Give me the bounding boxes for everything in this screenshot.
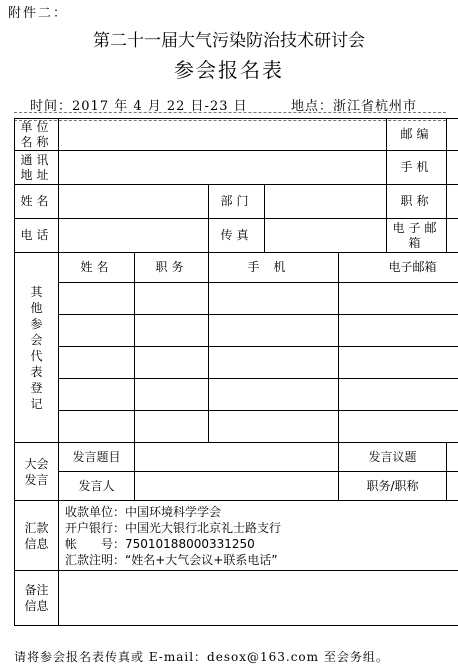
speech-topic-field[interactable] bbox=[135, 443, 339, 472]
remittance-note: 汇款注明：“姓名+大气会议+联系电话” bbox=[65, 552, 278, 567]
footer-note: 请将参会报名表传真或 E-mail：desox@163.com 至会务组。 bbox=[14, 650, 389, 664]
delegates-col-name: 姓名 bbox=[59, 253, 135, 283]
delegate-cell[interactable] bbox=[209, 347, 339, 379]
remittance-account: 帐 号：75010188000331250 bbox=[65, 536, 255, 551]
speech-session-label: 发言议题 bbox=[339, 443, 447, 472]
delegate-cell[interactable] bbox=[59, 347, 135, 379]
delegate-cell[interactable] bbox=[135, 315, 209, 347]
postcode-field[interactable] bbox=[447, 119, 458, 151]
delegate-cell[interactable] bbox=[135, 379, 209, 411]
department-field[interactable] bbox=[265, 185, 387, 219]
delegate-cell[interactable] bbox=[135, 283, 209, 315]
remittance-payee: 收款单位：中国环境科学学会 bbox=[65, 504, 222, 519]
divider-line bbox=[14, 112, 446, 113]
phone-field[interactable] bbox=[59, 219, 209, 253]
delegate-cell[interactable] bbox=[209, 411, 339, 443]
remarks-field[interactable] bbox=[59, 571, 458, 626]
address-label: 通讯地址 bbox=[15, 151, 59, 185]
mobile-field[interactable] bbox=[447, 151, 458, 185]
delegate-cell[interactable] bbox=[339, 283, 458, 315]
delegate-cell[interactable] bbox=[135, 411, 209, 443]
address-field[interactable] bbox=[59, 151, 387, 185]
meeting-place: 地点：浙江省杭州市 bbox=[291, 99, 418, 114]
conference-title: 第二十一届大气污染防治技术研讨会 bbox=[93, 31, 365, 51]
delegate-cell[interactable] bbox=[209, 379, 339, 411]
fax-field[interactable] bbox=[265, 219, 387, 253]
delegate-cell[interactable] bbox=[209, 315, 339, 347]
delegates-col-mobile: 手机 bbox=[209, 253, 339, 283]
speech-label: 大会发言 bbox=[15, 443, 59, 501]
delegate-cell[interactable] bbox=[59, 411, 135, 443]
delegate-cell[interactable] bbox=[209, 283, 339, 315]
email-field[interactable] bbox=[447, 219, 458, 253]
meeting-time: 时间：2017 年 4 月 22 日-23 日 bbox=[30, 99, 248, 114]
email-label: 电子邮箱 bbox=[387, 219, 447, 253]
delegates-col-position: 职务 bbox=[135, 253, 209, 283]
remittance-bank: 开户银行：中国光大银行北京礼士路支行 bbox=[65, 520, 282, 535]
attachment-label: 附件二： bbox=[8, 6, 69, 21]
speech-topic-label: 发言题目 bbox=[59, 443, 135, 472]
remittance-info bbox=[59, 501, 458, 571]
speaker-position-label: 职务/职称 bbox=[339, 472, 447, 501]
delegate-cell[interactable] bbox=[59, 379, 135, 411]
speaker-position-field[interactable] bbox=[447, 472, 458, 501]
delegate-cell[interactable] bbox=[339, 315, 458, 347]
delegate-row bbox=[15, 347, 458, 379]
delegates-label: 其他参会代表登记 bbox=[15, 253, 59, 443]
delegate-row bbox=[15, 315, 458, 347]
remarks-label: 备注信息 bbox=[15, 571, 59, 626]
delegate-row bbox=[15, 283, 458, 315]
delegate-cell[interactable] bbox=[339, 379, 458, 411]
department-label: 部门 bbox=[209, 185, 265, 219]
delegate-cell[interactable] bbox=[135, 347, 209, 379]
speaker-label: 发言人 bbox=[59, 472, 135, 501]
delegate-cell[interactable] bbox=[339, 347, 458, 379]
remittance-label: 汇款信息 bbox=[15, 501, 59, 571]
job-title-label: 职称 bbox=[387, 185, 447, 219]
name-label: 姓名 bbox=[15, 185, 59, 219]
form-title: 参会报名表 bbox=[174, 58, 284, 82]
mobile-label: 手机 bbox=[387, 151, 447, 185]
delegate-row bbox=[15, 379, 458, 411]
unit-name-label: 单位名称 bbox=[15, 119, 59, 151]
delegates-col-email: 电子邮箱 bbox=[339, 253, 458, 283]
delegate-cell[interactable] bbox=[59, 283, 135, 315]
fax-label: 传真 bbox=[209, 219, 265, 253]
delegate-cell[interactable] bbox=[59, 315, 135, 347]
speaker-field[interactable] bbox=[135, 472, 339, 501]
delegate-cell[interactable] bbox=[339, 411, 458, 443]
unit-name-field[interactable] bbox=[59, 119, 387, 151]
name-field[interactable] bbox=[59, 185, 209, 219]
speech-session-field[interactable] bbox=[447, 443, 458, 472]
delegate-row bbox=[15, 411, 458, 443]
registration-table bbox=[14, 118, 458, 626]
job-title-field[interactable] bbox=[447, 185, 458, 219]
phone-label: 电话 bbox=[15, 219, 59, 253]
postcode-label: 邮编 bbox=[387, 119, 447, 151]
